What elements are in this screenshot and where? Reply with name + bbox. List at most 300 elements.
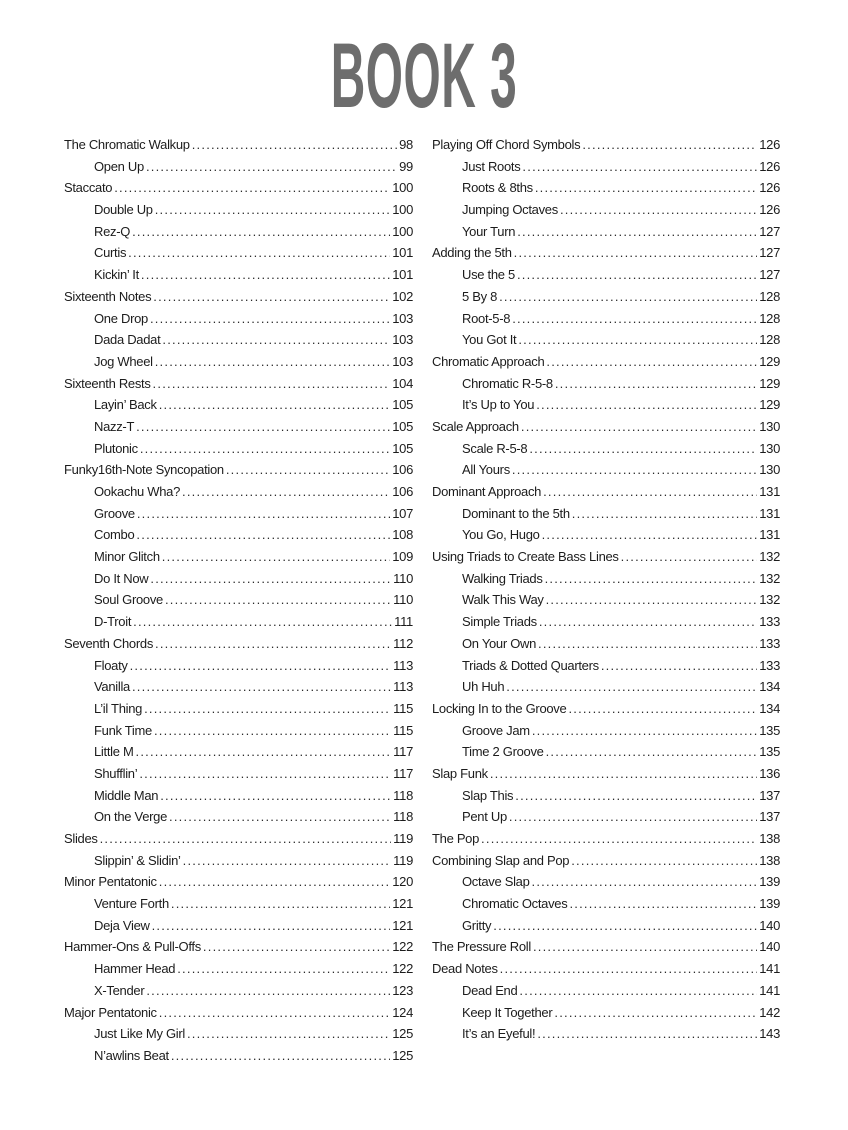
toc-entry-title: Playing Off Chord Symbols [432,137,581,152]
toc-entry-title: Floaty [94,657,128,673]
toc-subentry [432,809,780,831]
toc-entry-title: Use the 5 [462,267,515,283]
toc-subentry [64,1048,413,1070]
toc-subentry [64,723,413,745]
toc-entry-title: Scale R-5-8 [462,440,528,456]
toc-entry-page-number: 140 [759,939,780,955]
toc-subentry [64,441,413,463]
toc-entry-page-number: 122 [392,939,413,955]
dot-leader [128,245,390,260]
toc-subentry [64,159,413,181]
toc-entry-title: Slippin’ & Slidin’ [94,852,181,868]
toc-entry-page-number: 139 [759,896,780,912]
toc-entry-title: Do It Now [94,570,149,586]
toc-entry-page-number: 122 [392,961,413,977]
toc-entry-page-number: 107 [392,505,413,521]
toc-subentry [432,202,780,224]
toc-entry-title: Slap Funk [432,765,488,781]
toc-entry-title: Pent Up [462,809,507,825]
dot-leader [160,788,391,803]
toc-entry [432,939,780,961]
toc-subentry [64,354,413,376]
toc-entry-page-number: 100 [392,180,413,196]
toc-subentry [64,224,413,246]
toc-subentry [64,701,413,723]
toc-entry-page-number: 130 [759,418,780,434]
dot-leader [542,527,758,542]
toc-entry-page-number: 137 [759,787,780,803]
toc-entry-title: Rez-Q [94,223,131,239]
dot-leader [518,332,757,347]
dot-leader [546,354,757,369]
dot-leader [155,354,390,369]
toc-entry-title: Dominant to the 5th [462,505,570,521]
toc-subentry [64,311,413,333]
toc-entry-title: Dead End [462,982,518,998]
toc-entry-title: Adding the 5th [432,245,512,261]
dot-leader [177,961,390,976]
dot-leader [146,983,390,998]
toc-entry-page-number: 124 [392,1004,413,1020]
toc-entry-title: Seventh Chords [64,635,154,651]
dot-leader [150,311,390,326]
dot-leader [572,506,757,521]
toc-subentry [432,658,780,680]
toc-entry-page-number: 113 [393,679,413,695]
toc-entry-title: Locking In to the Groove [432,700,567,716]
toc-subentry [64,549,413,571]
toc-entry-page-number: 134 [759,679,780,695]
dot-leader [535,180,757,195]
dot-leader [546,744,758,759]
dot-leader [571,853,757,868]
toc-entry-title: Kickin’ It [94,267,139,283]
toc-entry-title: One Drop [94,310,148,326]
dot-leader [154,723,391,738]
dot-leader [506,679,757,694]
toc-subentry [432,1026,780,1048]
toc-subentry [432,311,780,333]
toc-entry-title: Time 2 Groove [462,744,544,760]
toc-subentry [432,224,780,246]
dot-leader [165,592,391,607]
toc-entry-page-number: 131 [759,527,780,543]
toc-entry-page-number: 104 [392,375,413,391]
toc-column-left [64,137,413,1070]
dot-leader [519,983,757,998]
toc-entry-page-number: 109 [392,549,413,565]
toc-entry [64,874,413,896]
toc-subentry [64,614,413,636]
dot-leader [136,744,392,759]
toc-entry-title: It’s Up to You [462,397,535,413]
dot-leader [582,137,757,152]
toc-entry-page-number: 106 [392,462,413,478]
toc-entry-title: Walk This Way [462,592,544,608]
toc-entry-page-number: 132 [759,549,780,565]
toc-entry-page-number: 135 [759,744,780,760]
toc-subentry [432,332,780,354]
dot-leader [159,1005,390,1020]
toc-entry-page-number: 134 [759,700,780,716]
toc-entry-page-number: 110 [393,570,413,586]
toc-entry-page-number: 131 [759,505,780,521]
dot-leader [155,202,390,217]
dot-leader [569,896,757,911]
toc-entry-title: Staccato [64,180,113,196]
toc-entry-page-number: 129 [759,353,780,369]
toc-entry-title: The Pressure Roll [432,939,531,955]
dot-leader [521,419,757,434]
toc-entry-title: Little M [94,744,134,760]
dot-leader [132,679,391,694]
toc-entry-title: Chromatic Octaves [462,896,568,912]
toc-entry-page-number: 143 [759,1026,780,1042]
toc-entry-title: Hammer-Ons & Pull-Offs [64,939,201,955]
toc-entry-page-number: 136 [759,765,780,781]
toc-entry-page-number: 133 [759,657,780,673]
toc-entry-title: Jog Wheel [94,353,153,369]
dot-leader [555,376,757,391]
toc-subentry [64,918,413,940]
toc-subentry [432,397,780,419]
toc-entry-title: Slap This [462,787,514,803]
toc-entry [64,289,413,311]
toc-entry-title: L’il Thing [94,700,143,716]
toc-entry-page-number: 130 [759,462,780,478]
dot-leader [203,939,390,954]
toc-entry-page-number: 131 [759,484,780,499]
toc-entry-title: Groove Jam [462,722,530,738]
toc-subentry [64,484,413,506]
toc-entry-title: X-Tender [94,982,145,998]
toc-entry-page-number: 103 [392,353,413,369]
toc-entry-title: Dead Notes [432,961,498,977]
toc-entry-page-number: 113 [393,657,413,673]
dot-leader [130,658,392,673]
toc-entry-page-number: 139 [759,874,780,890]
dot-leader [500,961,758,976]
toc-entry-page-number: 127 [759,245,780,261]
toc-entry-page-number: 117 [393,744,413,760]
dot-leader [532,874,758,889]
toc-entry [432,831,780,853]
dot-leader [136,527,390,542]
toc-subentry [64,245,413,267]
dot-leader [532,723,757,738]
dot-leader [512,462,757,477]
toc-entry-title: Sixteenth Rests [64,375,151,391]
toc-entry-title: On Your Own [462,635,537,651]
toc-entry-title: Just Roots [462,158,521,174]
toc-entry-page-number: 126 [759,202,780,218]
dot-leader [152,918,391,933]
toc-entry-title: Chromatic R-5-8 [462,375,553,391]
toc-entry [64,1005,413,1027]
toc-entry [432,549,780,571]
toc-entry-page-number: 115 [393,700,413,716]
toc-entry-title: Combo [94,527,135,543]
toc-subentry [64,766,413,788]
dot-leader [171,1048,390,1063]
toc-entry-title: Major Pentatonic [64,1004,157,1020]
toc-entry-page-number: 127 [759,267,780,283]
dot-leader [538,636,757,651]
toc-subentry [64,202,413,224]
toc-entry-title: Plutonic [94,440,138,456]
toc-column-right [432,137,780,1048]
dot-leader [490,766,757,781]
toc-entry-title: Scale Approach [432,418,519,434]
toc-subentry [64,788,413,810]
toc-entry-page-number: 111 [394,614,413,630]
toc-subentry [432,267,780,289]
toc-entry-title: Shufflin’ [94,765,138,781]
dot-leader [517,267,757,282]
toc-entry-title: All Yours [462,462,510,478]
toc-entry-page-number: 105 [392,440,413,456]
toc-entry-page-number: 128 [759,288,780,304]
toc-entry-page-number: 101 [392,267,413,283]
toc-entry-page-number: 126 [759,137,780,152]
dot-leader [155,636,391,651]
toc-subentry [64,896,413,918]
dot-leader [187,1026,390,1041]
toc-subentry [64,592,413,614]
toc-subentry [64,658,413,680]
toc-subentry [64,527,413,549]
toc-subentry [432,159,780,181]
toc-entry-page-number: 120 [392,874,413,890]
toc-entry-page-number: 118 [393,787,413,803]
toc-entry-page-number: 133 [759,635,780,651]
toc-subentry [64,961,413,983]
toc-entry-title: Sixteenth Notes [64,288,152,304]
dot-leader [601,658,757,673]
toc-subentry [432,896,780,918]
toc-entry-page-number: 123 [392,982,413,998]
dot-leader [159,874,390,889]
toc-subentry [432,874,780,896]
toc-entry-page-number: 142 [759,1004,780,1020]
toc-entry-page-number: 119 [393,831,413,846]
toc-subentry [64,853,413,875]
toc-entry-page-number: 105 [392,397,413,413]
toc-subentry [64,332,413,354]
toc-entry-title: Uh Huh [462,679,505,695]
toc-entry-title: Chromatic Approach [432,353,545,369]
toc-entry [64,376,413,398]
dot-leader [136,419,390,434]
dot-leader [514,245,758,260]
toc-subentry [432,636,780,658]
toc-entry-title: Funk Time [94,722,152,738]
toc-entry-title: Just Like My Girl [94,1026,185,1042]
toc-entry [64,636,413,658]
toc-entry [432,137,780,159]
toc-subentry [432,744,780,766]
dot-leader [192,137,397,152]
toc-entry-title: Dada Dadat [94,332,161,348]
dot-leader [171,896,390,911]
toc-entry [432,354,780,376]
toc-entry-title: Double Up [94,202,153,218]
toc-entry-page-number: 126 [759,180,780,196]
toc-entry-title: Dominant Approach [432,484,542,499]
toc-entry-title: Root-5-8 [462,310,511,326]
dot-leader [512,311,757,326]
toc-entry [64,831,413,853]
toc-entry-title: Hammer Head [94,961,176,977]
toc-entry-title: Layin’ Back [94,397,157,413]
toc-entry-title: You Go, Hugo [462,527,540,543]
toc-entry-page-number: 130 [759,440,780,456]
toc-subentry [432,289,780,311]
toc-entry-page-number: 115 [393,722,413,738]
dot-leader [169,809,391,824]
page-title: BOOK 3 [330,25,518,127]
toc-entry-page-number: 128 [759,310,780,326]
toc-entry-page-number: 138 [759,831,780,846]
toc-entry-page-number: 110 [393,592,413,608]
toc-entry-title: Groove [94,505,135,521]
toc-entry-page-number: 100 [392,223,413,239]
toc-subentry [64,1026,413,1048]
dot-leader [144,701,391,716]
toc-entry-page-number: 105 [392,418,413,434]
toc-entry-page-number: 129 [759,375,780,391]
toc-entry-page-number: 112 [393,635,413,651]
toc-entry-title: Walking Triads [462,570,543,586]
toc-entry-title: Ookachu Wha? [94,484,181,499]
dot-leader [533,939,757,954]
dot-leader [554,1005,757,1020]
toc-entry-title: Vanilla [94,679,130,695]
toc-entry [432,766,780,788]
toc-entry-page-number: 132 [759,592,780,608]
toc-entry [432,853,780,875]
toc-entry-title: Triads & Dotted Quarters [462,657,599,673]
toc-entry-title: Funky16th-Note Syncopation [64,462,224,478]
toc-subentry [432,918,780,940]
toc-entry-title: Slides [64,831,98,846]
toc-subentry [432,679,780,701]
toc-entry-page-number: 138 [759,852,780,868]
toc-entry-page-number: 125 [392,1047,413,1063]
dot-leader [493,918,757,933]
toc-subentry [64,506,413,528]
toc-entry-title: Combining Slap and Pop [432,852,570,868]
toc-subentry [432,527,780,549]
toc-entry-page-number: 125 [392,1026,413,1042]
toc-entry-title: Using Triads to Create Bass Lines [432,549,619,565]
dot-leader [226,462,390,477]
toc-entry-title: It’s an Eyeful! [462,1026,536,1042]
toc-entry-title: N’awlins Beat [94,1047,169,1063]
dot-leader [150,571,391,586]
dot-leader [137,506,390,521]
toc-entry-page-number: 119 [393,852,413,868]
toc-entry-title: D-Troit [94,614,132,630]
toc-subentry [64,744,413,766]
toc-subentry [432,788,780,810]
toc-entry-title: Gritty [462,917,492,933]
toc-subentry [432,571,780,593]
toc-subentry [64,267,413,289]
toc-entry [432,701,780,723]
toc-entry-page-number: 108 [392,527,413,543]
dot-leader [560,202,757,217]
dot-leader [509,809,757,824]
dot-leader [539,614,757,629]
toc-entry-page-number: 140 [759,917,780,933]
toc-entry-title: Octave Slap [462,874,530,890]
toc-entry-title: Your Turn [462,223,516,239]
toc-entry-title: Minor Pentatonic [64,874,157,890]
dot-leader [141,267,390,282]
dot-leader [529,441,757,456]
toc-entry-page-number: 132 [759,570,780,586]
dot-leader [140,441,390,456]
toc-entry-title: Deja View [94,917,150,933]
dot-leader [159,397,391,412]
dot-leader [543,484,757,499]
toc-entry-title: The Chromatic Walkup [64,137,190,152]
toc-entry-page-number: 126 [759,158,780,174]
dot-leader [133,614,392,629]
dot-leader [183,853,392,868]
toc-entry [64,137,413,159]
toc-entry-page-number: 103 [392,310,413,326]
dot-leader [132,224,390,239]
dot-leader [537,1026,757,1041]
dot-leader [114,180,390,195]
toc-entry-title: Roots & 8ths [462,180,533,196]
toc-entry [432,419,780,441]
toc-entry [432,961,780,983]
dot-leader [517,224,757,239]
toc-entry-title: Soul Groove [94,592,163,608]
toc-subentry [432,376,780,398]
toc-subentry [432,983,780,1005]
dot-leader [139,766,391,781]
dot-leader [568,701,757,716]
toc-entry [432,245,780,267]
toc-subentry [64,419,413,441]
toc-entry-page-number: 141 [759,982,780,998]
toc-entry [64,939,413,961]
dot-leader [515,788,757,803]
toc-subentry [432,723,780,745]
dot-leader [536,397,757,412]
toc-entry-page-number: 141 [759,961,780,977]
toc-subentry [64,809,413,831]
toc-entry-title: Jumping Octaves [462,202,558,218]
toc-entry-page-number: 101 [392,245,413,261]
toc-entry-page-number: 99 [399,158,413,174]
toc-subentry [432,614,780,636]
dot-leader [481,831,757,846]
dot-leader [182,484,390,499]
dot-leader [153,376,391,391]
dot-leader [162,332,390,347]
dot-leader [621,549,758,564]
dot-leader [499,289,757,304]
toc-entry-title: The Pop [432,831,480,846]
dot-leader [100,831,392,846]
toc-entry-title: 5 By 8 [462,288,498,304]
toc-entry-page-number: 127 [759,223,780,239]
